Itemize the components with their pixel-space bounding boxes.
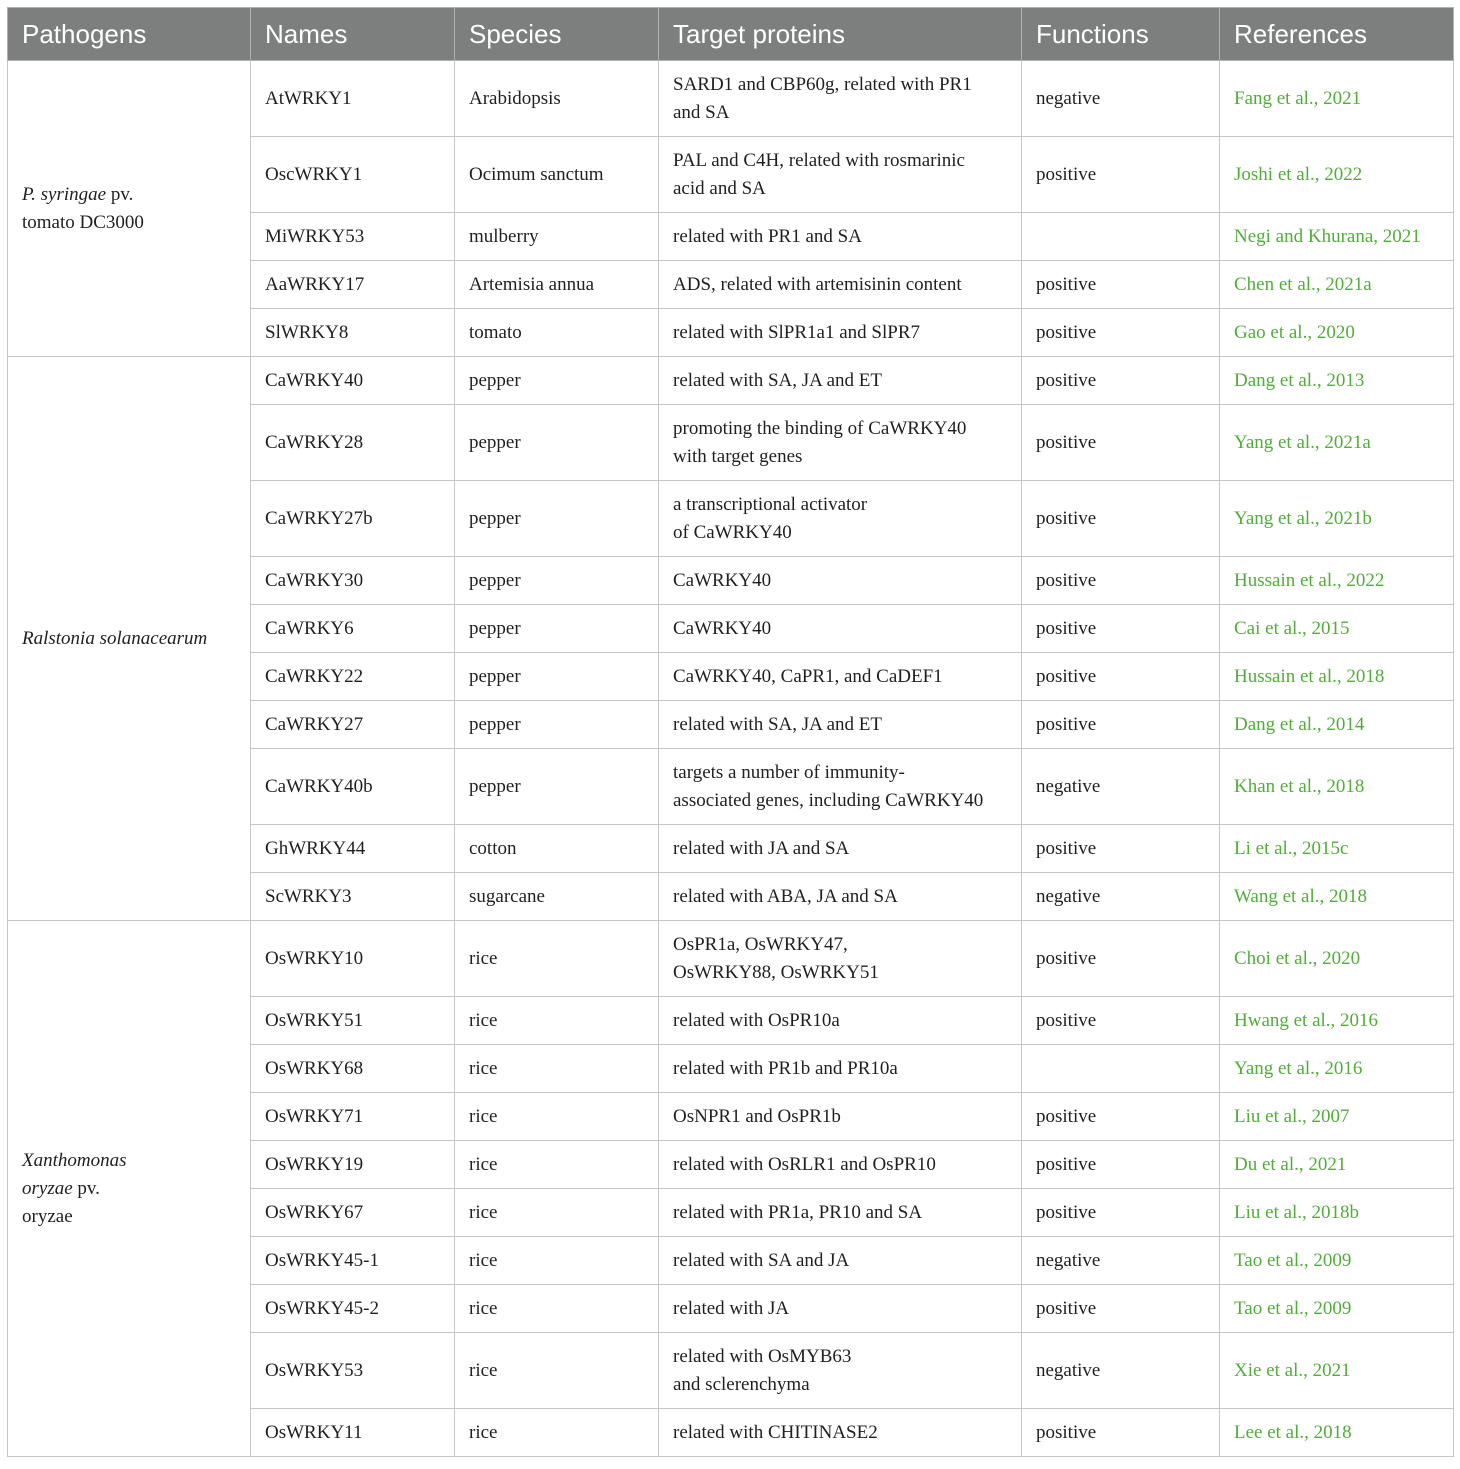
gene-name-cell: OsWRKY67 — [251, 1189, 455, 1237]
pathogen-cell — [8, 357, 251, 921]
table-header — [8, 8, 1454, 61]
target-line: OsWRKY88, OsWRKY51 — [673, 961, 879, 983]
pathogen-line — [22, 1175, 236, 1203]
function-cell — [1022, 213, 1220, 261]
pathogen-text: Xanthomonas — [22, 1149, 127, 1171]
pathogen-line — [22, 209, 236, 237]
reference-link: Yang et al., 2021b — [1220, 481, 1454, 557]
target-proteins-cell — [659, 1285, 1022, 1333]
function-cell: positive — [1022, 557, 1220, 605]
function-cell: positive — [1022, 137, 1220, 213]
target-proteins-cell — [659, 213, 1022, 261]
reference-link: Hwang et al., 2016 — [1220, 997, 1454, 1045]
target-line: related with SlPR1a1 and SlPR7 — [673, 321, 920, 343]
column-header-names: Names — [251, 8, 455, 61]
target-line: OsPR1a, OsWRKY47, — [673, 933, 848, 955]
species-cell: pepper — [455, 653, 659, 701]
target-line: and sclerenchyma — [673, 1373, 810, 1395]
target-proteins-cell — [659, 1189, 1022, 1237]
gene-name-cell: CaWRKY28 — [251, 405, 455, 481]
gene-name-cell: OsWRKY11 — [251, 1409, 455, 1457]
target-proteins-cell — [659, 701, 1022, 749]
column-header-functions: Functions — [1022, 8, 1220, 61]
target-line: related with SA, JA and ET — [673, 713, 882, 735]
target-proteins-cell — [659, 873, 1022, 921]
target-line: a transcriptional activator — [673, 493, 868, 515]
species-cell: rice — [455, 1045, 659, 1093]
pathogen-line — [22, 625, 236, 653]
reference-link: Cai et al., 2015 — [1220, 605, 1454, 653]
species-cell: cotton — [455, 825, 659, 873]
target-proteins-cell — [659, 1093, 1022, 1141]
function-cell: positive — [1022, 653, 1220, 701]
target-line: PAL and C4H, related with rosmarinic — [673, 149, 965, 171]
species-cell: rice — [455, 1285, 659, 1333]
gene-name-cell: CaWRKY6 — [251, 605, 455, 653]
gene-name-cell: OsWRKY19 — [251, 1141, 455, 1189]
species-cell: pepper — [455, 701, 659, 749]
gene-name-cell: AaWRKY17 — [251, 261, 455, 309]
table-row — [8, 921, 1454, 997]
target-line: with target genes — [673, 445, 803, 467]
target-line: related with SA, JA and ET — [673, 369, 882, 391]
reference-link: Yang et al., 2021a — [1220, 405, 1454, 481]
gene-name-cell: CaWRKY27 — [251, 701, 455, 749]
table-row — [8, 61, 1454, 137]
pathogen-text: pv. — [72, 1177, 100, 1199]
target-line: related with OsRLR1 and OsPR10 — [673, 1153, 936, 1175]
target-line: related with CHITINASE2 — [673, 1421, 878, 1443]
function-cell: positive — [1022, 1409, 1220, 1457]
target-line: associated genes, including CaWRKY40 — [673, 789, 984, 811]
function-cell: negative — [1022, 1237, 1220, 1285]
pathogen-line — [22, 1203, 236, 1231]
species-cell: rice — [455, 921, 659, 997]
target-line: CaWRKY40, CaPR1, and CaDEF1 — [673, 665, 943, 687]
species-cell: pepper — [455, 357, 659, 405]
gene-name-cell: GhWRKY44 — [251, 825, 455, 873]
species-cell: pepper — [455, 405, 659, 481]
gene-name-cell: OscWRKY1 — [251, 137, 455, 213]
target-proteins-cell — [659, 921, 1022, 997]
reference-link: Khan et al., 2018 — [1220, 749, 1454, 825]
function-cell: positive — [1022, 1141, 1220, 1189]
column-header-target-proteins: Target proteins — [659, 8, 1022, 61]
reference-link: Yang et al., 2016 — [1220, 1045, 1454, 1093]
target-proteins-cell — [659, 261, 1022, 309]
pathogen-text: tomato DC3000 — [22, 211, 144, 233]
reference-link: Dang et al., 2014 — [1220, 701, 1454, 749]
target-line: related with OsPR10a — [673, 1009, 840, 1031]
pathogen-text: Ralstonia solanacearum — [22, 627, 208, 649]
species-cell: Ocimum sanctum — [455, 137, 659, 213]
gene-name-cell: AtWRKY1 — [251, 61, 455, 137]
target-line: promoting the binding of CaWRKY40 — [673, 417, 967, 439]
species-cell: Arabidopsis — [455, 61, 659, 137]
species-cell: pepper — [455, 481, 659, 557]
target-proteins-cell — [659, 749, 1022, 825]
reference-link: Negi and Khurana, 2021 — [1220, 213, 1454, 261]
species-cell: mulberry — [455, 213, 659, 261]
target-proteins-cell — [659, 481, 1022, 557]
wrky-table — [7, 7, 1454, 1457]
species-cell: rice — [455, 1141, 659, 1189]
reference-link: Hussain et al., 2018 — [1220, 653, 1454, 701]
target-line: related with PR1b and PR10a — [673, 1057, 898, 1079]
pathogen-text: pv. — [106, 183, 134, 205]
reference-link: Tao et al., 2009 — [1220, 1237, 1454, 1285]
target-line: CaWRKY40 — [673, 569, 772, 591]
target-proteins-cell — [659, 1045, 1022, 1093]
species-cell: pepper — [455, 605, 659, 653]
target-proteins-cell — [659, 653, 1022, 701]
gene-name-cell: OsWRKY45-1 — [251, 1237, 455, 1285]
target-line: related with PR1 and SA — [673, 225, 862, 247]
reference-link: Liu et al., 2018b — [1220, 1189, 1454, 1237]
target-line: and SA — [673, 101, 730, 123]
pathogen-cell — [8, 61, 251, 357]
column-header-pathogens: Pathogens — [8, 8, 251, 61]
function-cell: positive — [1022, 481, 1220, 557]
target-line: acid and SA — [673, 177, 766, 199]
species-cell: Artemisia annua — [455, 261, 659, 309]
species-cell: rice — [455, 997, 659, 1045]
gene-name-cell: CaWRKY40b — [251, 749, 455, 825]
function-cell: positive — [1022, 357, 1220, 405]
target-line: SARD1 and CBP60g, related with PR1 — [673, 73, 972, 95]
target-line: related with ABA, JA and SA — [673, 885, 898, 907]
function-cell: positive — [1022, 701, 1220, 749]
reference-link: Tao et al., 2009 — [1220, 1285, 1454, 1333]
gene-name-cell: CaWRKY40 — [251, 357, 455, 405]
pathogen-cell — [8, 921, 251, 1457]
reference-link: Liu et al., 2007 — [1220, 1093, 1454, 1141]
gene-name-cell: CaWRKY22 — [251, 653, 455, 701]
reference-link: Wang et al., 2018 — [1220, 873, 1454, 921]
target-proteins-cell — [659, 605, 1022, 653]
reference-link: Hussain et al., 2022 — [1220, 557, 1454, 605]
species-cell: sugarcane — [455, 873, 659, 921]
target-line: related with JA and SA — [673, 837, 850, 859]
target-proteins-cell — [659, 1237, 1022, 1285]
species-cell: pepper — [455, 749, 659, 825]
target-line: related with OsMYB63 — [673, 1345, 852, 1367]
function-cell: positive — [1022, 1285, 1220, 1333]
reference-link: Dang et al., 2013 — [1220, 357, 1454, 405]
target-proteins-cell — [659, 997, 1022, 1045]
target-line: ADS, related with artemisinin content — [673, 273, 962, 295]
target-proteins-cell — [659, 309, 1022, 357]
species-cell: rice — [455, 1093, 659, 1141]
reference-link: Gao et al., 2020 — [1220, 309, 1454, 357]
function-cell: negative — [1022, 749, 1220, 825]
pathogen-line — [22, 181, 236, 209]
reference-link: Li et al., 2015c — [1220, 825, 1454, 873]
target-proteins-cell — [659, 825, 1022, 873]
function-cell: positive — [1022, 825, 1220, 873]
species-cell: pepper — [455, 557, 659, 605]
reference-link: Xie et al., 2021 — [1220, 1333, 1454, 1409]
target-line: related with PR1a, PR10 and SA — [673, 1201, 923, 1223]
species-cell: rice — [455, 1333, 659, 1409]
function-cell: positive — [1022, 997, 1220, 1045]
gene-name-cell: OsWRKY68 — [251, 1045, 455, 1093]
target-line: related with SA and JA — [673, 1249, 850, 1271]
function-cell: positive — [1022, 921, 1220, 997]
reference-link: Joshi et al., 2022 — [1220, 137, 1454, 213]
function-cell: positive — [1022, 261, 1220, 309]
species-cell: rice — [455, 1189, 659, 1237]
target-proteins-cell — [659, 1409, 1022, 1457]
column-header-references: References — [1220, 8, 1454, 61]
header-row — [8, 8, 1454, 61]
target-line: of CaWRKY40 — [673, 521, 792, 543]
function-cell: positive — [1022, 1189, 1220, 1237]
gene-name-cell: OsWRKY71 — [251, 1093, 455, 1141]
target-proteins-cell — [659, 1141, 1022, 1189]
target-proteins-cell — [659, 557, 1022, 605]
table-body — [8, 61, 1454, 1457]
function-cell: positive — [1022, 309, 1220, 357]
target-line: CaWRKY40 — [673, 617, 772, 639]
function-cell: positive — [1022, 405, 1220, 481]
target-proteins-cell — [659, 357, 1022, 405]
function-cell: negative — [1022, 873, 1220, 921]
function-cell: negative — [1022, 61, 1220, 137]
species-cell: rice — [455, 1409, 659, 1457]
gene-name-cell: CaWRKY30 — [251, 557, 455, 605]
pathogen-text: P. syringae — [22, 183, 107, 205]
function-cell: positive — [1022, 605, 1220, 653]
pathogen-line — [22, 1147, 236, 1175]
gene-name-cell: OsWRKY10 — [251, 921, 455, 997]
target-line: related with JA — [673, 1297, 790, 1319]
target-proteins-cell — [659, 405, 1022, 481]
reference-link: Du et al., 2021 — [1220, 1141, 1454, 1189]
gene-name-cell: OsWRKY45-2 — [251, 1285, 455, 1333]
target-line: OsNPR1 and OsPR1b — [673, 1105, 841, 1127]
column-header-species: Species — [455, 8, 659, 61]
gene-name-cell: OsWRKY53 — [251, 1333, 455, 1409]
reference-link: Chen et al., 2021a — [1220, 261, 1454, 309]
target-proteins-cell — [659, 61, 1022, 137]
gene-name-cell: OsWRKY51 — [251, 997, 455, 1045]
gene-name-cell: SlWRKY8 — [251, 309, 455, 357]
reference-link: Lee et al., 2018 — [1220, 1409, 1454, 1457]
function-cell — [1022, 1045, 1220, 1093]
gene-name-cell: CaWRKY27b — [251, 481, 455, 557]
table-row — [8, 357, 1454, 405]
target-proteins-cell — [659, 1333, 1022, 1409]
pathogen-text: oryzae — [22, 1177, 73, 1199]
pathogen-text: oryzae — [22, 1205, 73, 1227]
target-line: targets a number of immunity- — [673, 761, 905, 783]
species-cell: tomato — [455, 309, 659, 357]
species-cell: rice — [455, 1237, 659, 1285]
function-cell: positive — [1022, 1093, 1220, 1141]
reference-link: Choi et al., 2020 — [1220, 921, 1454, 997]
function-cell: negative — [1022, 1333, 1220, 1409]
gene-name-cell: MiWRKY53 — [251, 213, 455, 261]
gene-name-cell: ScWRKY3 — [251, 873, 455, 921]
target-proteins-cell — [659, 137, 1022, 213]
reference-link: Fang et al., 2021 — [1220, 61, 1454, 137]
